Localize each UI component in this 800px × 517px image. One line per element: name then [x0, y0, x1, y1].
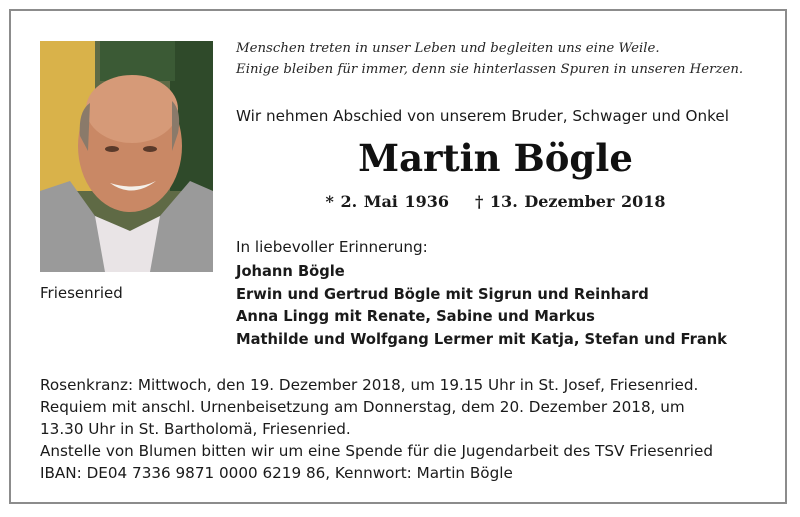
memory-label: In liebevoller Erinnerung: [236, 238, 428, 256]
detail-line: Anstelle von Blumen bitten wir um eine Spende für die Jugendarbeit des TSV Friesenried [40, 442, 713, 460]
deceased-name: Martin Bögle [358, 136, 633, 180]
detail-line: IBAN: DE04 7336 9871 0000 6219 86, Kennwort: Martin Bögle [40, 464, 513, 482]
memorial-quote [236, 38, 776, 80]
detail-line: 13.30 Uhr in St. Bartholomä, Friesenried. [40, 420, 351, 438]
service-details [40, 374, 770, 484]
farewell-intro: Wir nehmen Abschied von unserem Bruder, Schwager und Onkel [236, 107, 729, 125]
mourner-line: Anna Lingg mit Renate, Sabine und Markus [236, 308, 595, 325]
birth-date: * 2. Mai 1936 [325, 192, 449, 211]
life-dates [236, 192, 755, 211]
place-caption: Friesenried [40, 284, 123, 302]
detail-line: Requiem mit anschl. Urnenbeisetzung am Donnerstag, dem 20. Dezember 2018, um [40, 398, 685, 416]
portrait-photo [40, 41, 213, 272]
mourner-line: Mathilde und Wolfgang Lermer mit Katja, Stefan und Frank [236, 330, 727, 348]
quote-line: Menschen treten in unser Leben und begleiten uns eine Weile. [236, 41, 660, 56]
mourner-line: Johann Bögle [236, 263, 345, 280]
death-date: † 13. Dezember 2018 [474, 192, 666, 211]
quote-line: Einige bleiben für immer, denn sie hinterlassen Spuren in unseren Herzen. [236, 62, 744, 77]
mourners-list [236, 261, 776, 351]
detail-line: Rosenkranz: Mittwoch, den 19. Dezember 2018, um 19.15 Uhr in St. Josef, Friesenried. [40, 376, 699, 394]
mourner-line: Erwin und Gertrud Bögle mit Sigrun und Reinhard [236, 285, 649, 303]
